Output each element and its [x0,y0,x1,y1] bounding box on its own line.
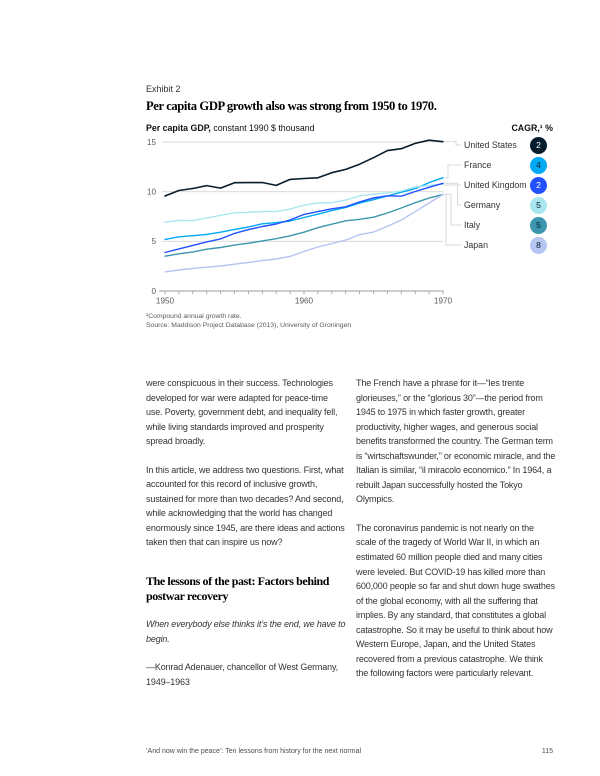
chart-subtitle-bold: Per capita GDP, [146,123,211,133]
section-heading-line: The lessons of the past: Factors behind [146,574,330,589]
page-number: 115 [541,748,553,755]
legend-row [464,196,553,214]
section-heading-line: postwar recovery [146,589,229,604]
body-paragraph: The French have a phrase for it—“les trente glorieuses,” or the “glorious 30”—the period from 1945 to 1975 in which faster growth, greater productivity, higher wages, and generous social benefits transformed the country. The German term is “wirtschaftswunder,” or economic miracle, and the Italian is similar, “il miracolo economico.” In 1964, a rebuilt Japan successfully hosted the Tokyo Olympics. [356,378,556,505]
legend-row [464,236,553,254]
legend-label: Italy [464,220,481,230]
legend-leader-line [445,194,462,225]
legend-label: France [464,160,492,170]
legend-leader-line [445,142,462,145]
legend-row [464,176,553,194]
y-tick-label: 0 [151,286,156,296]
exhibit-title: Per capita GDP growth also was strong from 1950 to 1970. [146,99,437,113]
x-tick-label: 1960 [294,296,314,306]
cagr-badge: 8 [530,237,547,254]
source-line: Source: Maddison Project Database (2013), University of Groningen [146,322,352,329]
cagr-badge: 5 [530,197,547,214]
x-tick-label: 1950 [155,296,175,306]
legend-leader-line [445,165,462,178]
cagr-badge: 2 [530,137,547,154]
cagr-badge: 4 [530,157,547,174]
legend-label: Germany [464,200,501,210]
legend-label: United Kingdom [464,180,527,190]
footnote-line: ¹Compound annual growth rate. [146,313,242,320]
y-tick-label: 10 [146,187,156,197]
page-footer [146,748,553,755]
right-column [356,376,556,695]
legend-leader-line [444,184,461,185]
legend-row [464,136,553,154]
body-paragraph: were conspicuous in their success. Technologies developed for war were adapted for peace-time use. Poverty, government debt, and inequality fell, while living standards improved and prosperity spread broadly. [146,378,338,447]
legend-leader-line [445,195,462,246]
pull-quote: When everybody else thinks it’s the end, we have to begin. [146,619,346,644]
legend-row [464,156,553,174]
legend-row [464,216,553,234]
series-line-japan [165,195,443,272]
quote-attribution: —Konrad Adenauer, chancellor of West Germany, 1949–1963 [146,662,339,687]
series-line-united-states [165,140,443,196]
body-paragraph: In this article, we address two questions. First, what accounted for this record of inclusive growth, sustained for more than two decades? And second, while acknowledging that the world has changed enormously since 1945, are there ideas and actions taken then that can inspire us now? [146,464,345,548]
y-tick-label: 15 [146,137,156,147]
series-line-italy [165,194,443,256]
chart-subtitle-rest: constant 1990 $ thousand [210,123,315,133]
legend-label: Japan [464,240,488,250]
y-tick-label: 5 [151,237,156,247]
cagr-column-header: CAGR,¹ % [511,123,553,133]
cagr-badge: 2 [530,177,547,194]
body-paragraph: The coronavirus pandemic is not nearly on the scale of the tragedy of World War II, in which an estimated 60 million people died and many cities were leveled. But COVID-19 has killed more than 600,000 people so far and shut down huge swathes of the global economy, with all the suffering that implies. By any standard, that constitutes a global catastrophe. So it may be useful to think about how Western Europe, Japan, and the United States recovered from a previous catastrophe. We think the following factors were particularly relevant. [356,522,555,679]
left-column [146,376,346,703]
section-heading [146,574,346,604]
series-line-united-kingdom [165,184,443,222]
footer-title: ’And now win the peace’: Ten lessons from history for the next normal [146,748,362,755]
x-tick-label: 1970 [433,296,453,306]
exhibit-label: Exhibit 2 [146,84,181,94]
legend-label: United States [464,140,517,150]
cagr-badge: 5 [530,217,547,234]
chart-footnote [146,312,351,330]
